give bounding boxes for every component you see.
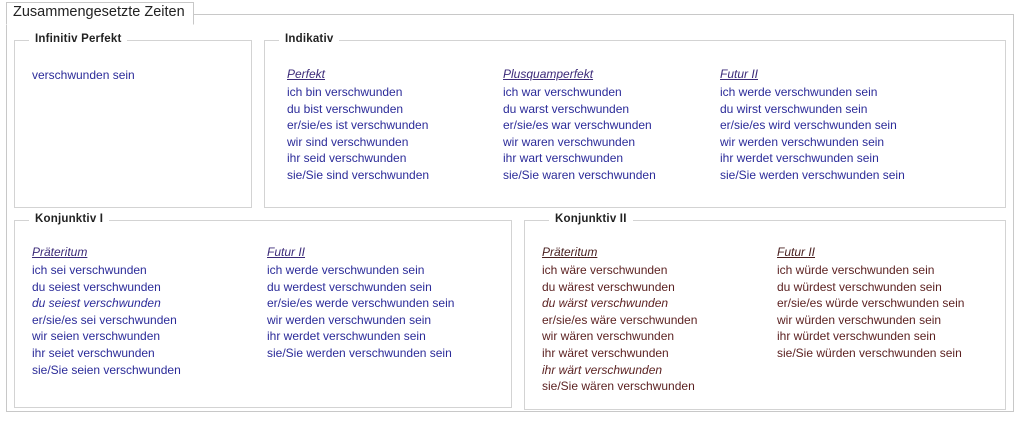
group-label-konjunktiv-2: Konjunktiv II	[549, 213, 633, 225]
column-konjunktiv1-praeteritum	[32, 245, 181, 378]
verb-form: du werdest verschwunden sein	[267, 279, 432, 294]
column-indikativ-perfekt	[287, 67, 429, 184]
verb-form: du warst verschwunden	[503, 101, 630, 116]
verb-form: sie/Sie würden verschwunden sein	[777, 345, 962, 360]
form-list-indikativ-futur2	[720, 84, 905, 184]
verb-form-variant: du seiest verschwunden	[32, 296, 161, 311]
column-head: Futur II	[720, 67, 759, 81]
group-label-indikativ: Indikativ	[279, 33, 339, 45]
infinitiv-perfekt-form: verschwunden sein	[32, 68, 135, 82]
column-konjunktiv1-futur2	[267, 245, 454, 362]
verb-form: ich war verschwunden	[503, 85, 622, 99]
form-list-konjunktiv2-praeteritum	[542, 262, 697, 395]
column-head: Futur II	[267, 245, 306, 259]
verb-form: wir seien verschwunden	[32, 329, 161, 344]
verb-form: sie/Sie werden verschwunden sein	[267, 345, 452, 360]
verb-form: du wärest verschwunden	[542, 279, 675, 294]
column-konjunktiv2-futur2	[777, 245, 964, 362]
group-label-konjunktiv-1: Konjunktiv I	[29, 213, 109, 225]
verb-form: du würdest verschwunden sein	[777, 279, 942, 294]
verb-form: ihr werdet verschwunden sein	[267, 329, 426, 344]
verb-form: wir werden verschwunden sein	[720, 134, 885, 149]
verb-form-variant: ihr wärt verschwunden	[542, 362, 663, 377]
verb-form: ihr werdet verschwunden sein	[720, 151, 879, 166]
verb-form: er/sie/es war verschwunden	[503, 118, 652, 133]
verb-form: er/sie/es ist verschwunden	[287, 118, 429, 133]
verb-form: ihr wart verschwunden	[503, 151, 624, 166]
verb-form: ich werde verschwunden sein	[720, 85, 878, 99]
form-list-konjunktiv1-futur2	[267, 262, 454, 362]
column-head: Futur II	[777, 245, 816, 259]
verb-form: du bist verschwunden	[287, 101, 404, 116]
form-list-indikativ-perfekt	[287, 84, 429, 184]
verb-form: ich wäre verschwunden	[542, 263, 668, 277]
form-list-konjunktiv1-praeteritum	[32, 262, 181, 378]
verb-form: wir waren verschwunden	[503, 134, 636, 149]
verb-form: ich würde verschwunden sein	[777, 263, 935, 277]
verb-form: ich bin verschwunden	[287, 85, 403, 99]
column-head: Präteritum	[32, 245, 88, 259]
verb-form: ihr wäret verschwunden	[542, 345, 669, 360]
verb-form: er/sie/es wird verschwunden sein	[720, 118, 897, 133]
verb-form: sie/Sie wären verschwunden	[542, 379, 695, 394]
group-label-infinitiv-perfekt: Infinitiv Perfekt	[29, 33, 127, 45]
verb-form: sie/Sie sind verschwunden	[287, 167, 430, 182]
verb-form: du seiest verschwunden	[32, 279, 161, 294]
verb-form: ihr seid verschwunden	[287, 151, 407, 166]
verb-form: sie/Sie waren verschwunden	[503, 167, 656, 182]
verb-form: ihr seiet verschwunden	[32, 345, 155, 360]
verb-form: wir werden verschwunden sein	[267, 312, 432, 327]
column-indikativ-plusquamperfekt	[503, 67, 656, 184]
verb-form: er/sie/es werde verschwunden sein	[267, 296, 455, 311]
verb-form: er/sie/es wäre verschwunden	[542, 312, 698, 327]
group-indikativ	[264, 33, 1006, 208]
verb-form: wir würden verschwunden sein	[777, 312, 942, 327]
verb-form: sie/Sie seien verschwunden	[32, 362, 181, 377]
column-indikativ-futur2	[720, 67, 905, 184]
column-konjunktiv2-praeteritum	[542, 245, 697, 395]
column-head: Präteritum	[542, 245, 598, 259]
verb-form: wir wären verschwunden	[542, 329, 675, 344]
verb-form: du wirst verschwunden sein	[720, 101, 868, 116]
page-title: Zusammengesetzte Zeiten	[6, 2, 194, 25]
verb-form: ich sei verschwunden	[32, 263, 147, 277]
group-infinitiv-perfekt	[14, 33, 252, 208]
verb-form: ihr würdet verschwunden sein	[777, 329, 936, 344]
form-list-konjunktiv2-futur2	[777, 262, 964, 362]
column-head: Perfekt	[287, 67, 326, 81]
verb-form: er/sie/es sei verschwunden	[32, 312, 177, 327]
verb-form-variant: du wärst verschwunden	[542, 296, 669, 311]
verb-form: wir sind verschwunden	[287, 134, 409, 149]
verb-form: ich werde verschwunden sein	[267, 263, 425, 277]
column-head: Plusquamperfekt	[503, 67, 594, 81]
verb-form: er/sie/es würde verschwunden sein	[777, 296, 965, 311]
form-list-indikativ-plusquamperfekt	[503, 84, 656, 184]
group-konjunktiv-1	[14, 213, 512, 408]
verb-form: sie/Sie werden verschwunden sein	[720, 167, 905, 182]
group-konjunktiv-2	[524, 213, 1006, 410]
